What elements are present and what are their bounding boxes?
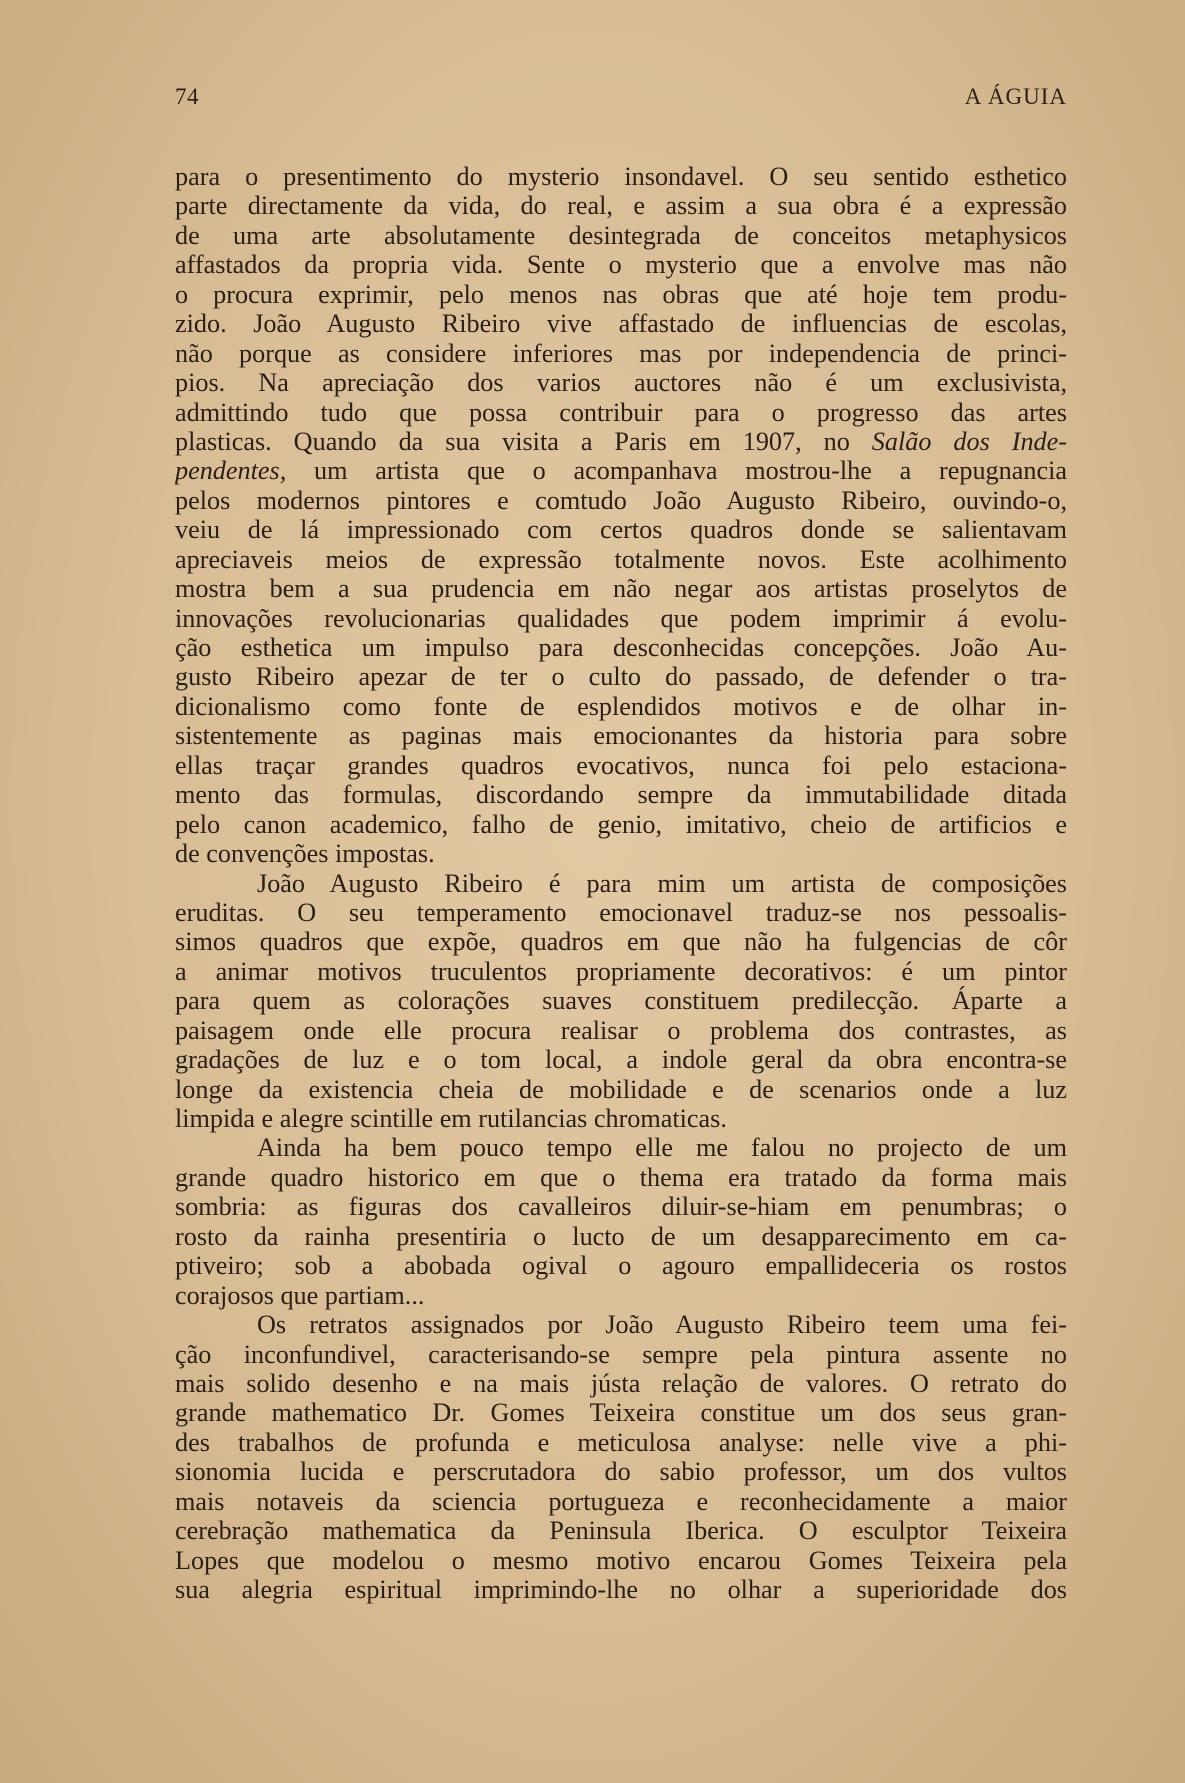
- text-line: pelos modernos pintores e comtudo João Augusto Ribeiro, ouvindo-o,: [175, 485, 1067, 515]
- text-line: ellas traçar grandes quadros evocativos, nunca foi pelo estaciona-: [175, 750, 1067, 780]
- text-line: corajosos que partiam...: [175, 1280, 425, 1310]
- text-line: não porque as considere inferiores mas por independencia de princi-: [175, 338, 1067, 368]
- page-header: [175, 84, 1067, 124]
- text-line: João Augusto Ribeiro é para mim um artista de composições: [257, 868, 1067, 898]
- text-line: grande mathematico Dr. Gomes Teixeira constitue um dos seus gran-: [175, 1398, 1067, 1428]
- running-title: A ÁGUIA: [964, 84, 1067, 109]
- text-line: grande quadro historico em que o thema era tratado da forma mais: [175, 1162, 1067, 1192]
- text-line: mais notaveis da sciencia portugueza e reconhecidamente a maior: [175, 1486, 1067, 1516]
- text-line: innovações revolucionarias qualidades que podem imprimir á evolu-: [175, 603, 1067, 633]
- text-line: ção esthetica um impulso para desconhecidas concepções. João Au-: [175, 633, 1067, 662]
- text-line: parte directamente da vida, do real, e assim a sua obra é a expressão: [175, 191, 1067, 221]
- text-line: mostra bem a sua prudencia em não negar aos artistas proselytos de: [175, 574, 1067, 604]
- text-line: sombria: as figuras dos cavalleiros diluir-se-hiam em penumbras; o: [175, 1192, 1067, 1222]
- text-line: Ainda ha bem pouco tempo elle me falou no projecto de um: [257, 1133, 1067, 1163]
- text-line: de uma arte absolutamente desintegrada de conceitos metaphysicos: [175, 220, 1067, 250]
- text-line: admittindo tudo que possa contribuir para o progresso das artes: [175, 397, 1067, 427]
- text-line: ptiveiro; sob a abobada ogival o agouro empallideceria os rostos: [175, 1251, 1067, 1281]
- text-line: simos quadros que expõe, quadros em que não ha fulgencias de côr: [175, 927, 1067, 957]
- page-number: 74: [175, 84, 199, 109]
- text-line: longe da existencia cheia de mobilidade e de scenarios onde a luz: [175, 1074, 1067, 1104]
- text-line: o procura exprimir, pelo menos nas obras que até hoje tem produ-: [175, 279, 1067, 309]
- text-line: eruditas. O seu temperamento emocionavel traduz-se nos pessoalis-: [175, 897, 1067, 927]
- text-line: de convenções impostas.: [175, 839, 435, 869]
- text-line: rosto da rainha presentiria o lucto de um desapparecimento em ca-: [175, 1221, 1067, 1251]
- text-line: gusto Ribeiro apezar de ter o culto do passado, de defender o tra-: [175, 662, 1067, 692]
- text-line: sionomia lucida e perscrutadora do sabio professor, um dos vultos: [175, 1457, 1067, 1487]
- text-line: mento das formulas, discordando sempre da immutabilidade ditada: [175, 780, 1067, 810]
- text-line: paisagem onde elle procura realisar o problema dos contrastes, as: [175, 1015, 1067, 1045]
- text-line: a animar motivos truculentos propriamente decorativos: é um pintor: [175, 956, 1067, 986]
- text-line: gradações de luz e o tom local, a indole geral da obra encontra-se: [175, 1045, 1067, 1075]
- text-line: cerebração mathematica da Peninsula Iberica. O esculptor Teixeira: [175, 1516, 1067, 1546]
- text-line: ção inconfundivel, caracterisando-se sempre pela pintura assente no: [175, 1339, 1067, 1369]
- text-line: para quem as colorações suaves constituem predilecção. Áparte a: [175, 986, 1067, 1016]
- text-line: Lopes que modelou o mesmo motivo encarou Gomes Teixeira pela: [175, 1545, 1067, 1575]
- text-line: pios. Na apreciação dos varios auctores não é um exclusivista,: [175, 368, 1067, 398]
- text-line: apreciaveis meios de expressão totalmente novos. Este acolhimento: [175, 544, 1067, 574]
- text-line: limpida e alegre scintille em rutilancias chromaticas.: [175, 1104, 727, 1133]
- text-line: veiu de lá impressionado com certos quadros donde se salientavam: [175, 515, 1067, 545]
- text-line: affastados da propria vida. Sente o mysterio que a envolve mas não: [175, 250, 1067, 280]
- text-line: para o presentimento do mysterio insondavel. O seu sentido esthetico: [175, 162, 1067, 191]
- text-line: sistentemente as paginas mais emocionantes da historia para sobre: [175, 721, 1067, 751]
- text-line: Os retratos assignados por João Augusto Ribeiro teem uma fei-: [257, 1310, 1067, 1340]
- text-line: plasticas. Quando da sua visita a Paris em 1907, no Salão dos Inde-: [175, 426, 1067, 456]
- text-line: dicionalismo como fonte de esplendidos motivos e de olhar in-: [175, 691, 1067, 721]
- text-line: mais solido desenho e na mais jústa relação de valores. O retrato do: [175, 1368, 1067, 1398]
- text-line: pelo canon academico, falho de genio, imitativo, cheio de artificios e: [175, 809, 1067, 839]
- text-line: pendentes, um artista que o acompanhava mostrou-lhe a repugnancia: [175, 456, 1067, 486]
- text-line: des trabalhos de profunda e meticulosa analyse: nelle vive a phi-: [175, 1427, 1067, 1457]
- text-line: sua alegria espiritual imprimindo-lhe no olhar a superioridade dos: [175, 1575, 1067, 1604]
- text-line: zido. João Augusto Ribeiro vive affastado de influencias de escolas,: [175, 309, 1067, 339]
- body-text: [175, 162, 1067, 1604]
